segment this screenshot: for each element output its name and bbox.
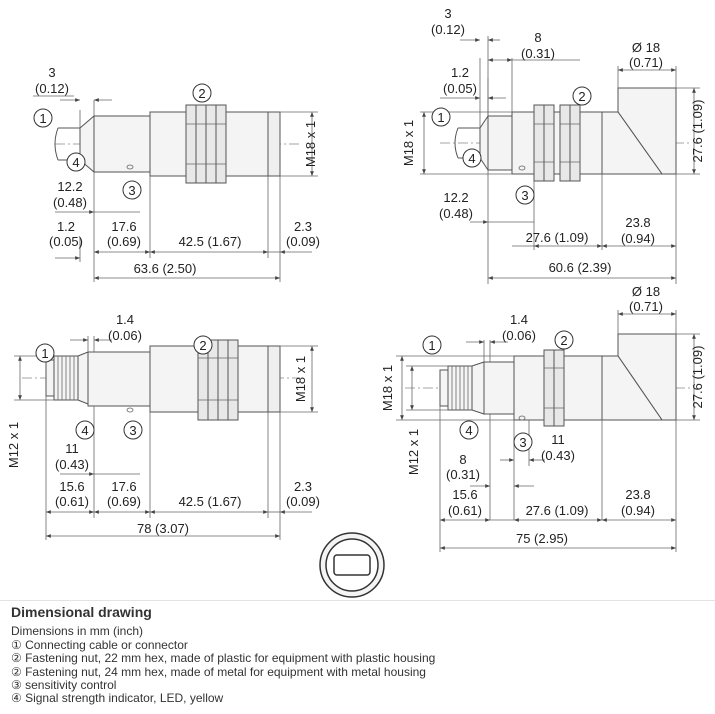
marker-2: 2: [560, 333, 568, 348]
view-cable-angled: [401, 6, 705, 284]
dim-label: (0.06): [502, 328, 536, 343]
caption-title: Dimensional drawing: [11, 604, 152, 620]
thread-label: M12 x 1: [6, 421, 21, 469]
dim-label: (0.43): [541, 448, 575, 463]
dim-label: 23.8: [625, 487, 651, 502]
marker-1: 1: [41, 346, 49, 361]
view-cable-straight: [33, 65, 320, 282]
dim-label: 27.6 (1.09): [690, 99, 705, 163]
marker-4: 4: [465, 423, 473, 438]
dim-label: (0.69): [107, 494, 141, 509]
dim-label: 3: [48, 65, 56, 80]
thread-label: M18 x 1: [401, 119, 416, 167]
dim-label: 27.6 (1.09): [525, 230, 589, 245]
dim-label: 1.2: [56, 219, 76, 234]
dim-label: (0.31): [446, 467, 480, 482]
dim-label: 27.6 (1.09): [525, 503, 589, 518]
dim-label: (0.71): [629, 55, 663, 70]
marker-4: 4: [468, 151, 476, 166]
dim-label: Ø 18: [631, 40, 661, 55]
dim-label: Ø 18: [631, 284, 661, 299]
dim-label: (0.09): [286, 494, 320, 509]
thread-label: M18 x 1: [303, 120, 318, 168]
dim-label: (0.09): [286, 234, 320, 249]
dim-label: (0.31): [521, 46, 555, 61]
dim-label: 12.2: [443, 190, 469, 205]
legend-item: ③ sensitivity control: [11, 678, 117, 693]
dim-label: (0.61): [448, 503, 482, 518]
marker-4: 4: [81, 423, 89, 438]
dim-label: (0.61): [55, 494, 89, 509]
thread-label: M18 x 1: [380, 364, 395, 412]
dim-label: (0.05): [443, 81, 477, 96]
marker-4: 4: [72, 155, 80, 170]
dim-label: 23.8: [625, 215, 651, 230]
dim-label: 8: [459, 452, 467, 467]
dim-label: (0.12): [35, 81, 69, 96]
dim-label: 1.2: [450, 65, 470, 80]
dim-label: 1.4: [115, 312, 135, 327]
dim-label: 12.2: [57, 179, 83, 194]
caption-subtitle: Dimensions in mm (inch): [11, 624, 144, 639]
dim-label: 3: [444, 6, 452, 21]
dim-label: 8: [534, 30, 542, 45]
dim-label: 2.3: [293, 479, 313, 494]
dim-label: (0.48): [53, 195, 87, 210]
marker-3: 3: [128, 183, 136, 198]
marker-2: 2: [198, 86, 206, 101]
marker-3: 3: [521, 188, 529, 203]
marker-2: 2: [199, 338, 207, 353]
dim-label: 78 (3.07): [136, 521, 190, 536]
dim-label: 1.4: [509, 312, 529, 327]
marker-3: 3: [129, 423, 137, 438]
dim-label: 27.6 (1.09): [690, 345, 705, 409]
marker-1: 1: [39, 111, 47, 126]
dim-label: (0.71): [629, 299, 663, 314]
dim-label: (0.06): [108, 328, 142, 343]
dim-label: 75 (2.95): [515, 531, 569, 546]
caption: [11, 606, 711, 706]
dim-label: (0.05): [49, 234, 83, 249]
dim-label: (0.94): [621, 503, 655, 518]
marker-1: 1: [437, 110, 445, 125]
dim-label: 42.5 (1.67): [178, 234, 242, 249]
dim-label: 15.6: [59, 479, 85, 494]
dim-label: 42.5 (1.67): [178, 494, 242, 509]
dim-label: 11: [65, 441, 79, 456]
marker-3: 3: [519, 435, 527, 450]
dim-label: 11: [551, 432, 565, 447]
dim-label: (0.69): [107, 234, 141, 249]
dim-label: 2.3: [293, 219, 313, 234]
dim-label: 15.6: [452, 487, 478, 502]
dim-label: (0.12): [431, 22, 465, 37]
legend-item: ② Fastening nut, 24 mm hex, made of metal for equipment with metal housing: [11, 664, 426, 679]
dim-label: 63.6 (2.50): [133, 261, 197, 276]
thread-label: M12 x 1: [406, 428, 421, 476]
marker-1: 1: [428, 338, 436, 353]
dim-label: (0.48): [439, 206, 473, 221]
view-connector-straight: [6, 312, 320, 540]
marker-2: 2: [578, 89, 586, 104]
dim-label: 17.6: [111, 479, 137, 494]
dim-label: 17.6: [111, 219, 137, 234]
divider: [0, 600, 715, 601]
dim-label: 60.6 (2.39): [548, 260, 612, 275]
thread-label: M18 x 1: [293, 355, 308, 403]
dim-label: (0.43): [55, 457, 89, 472]
legend-item: ② Fastening nut, 22 mm hex, made of plastic for equipment with plastic housing: [11, 651, 436, 666]
view-connector-angled: [380, 284, 705, 552]
dim-label: (0.94): [621, 231, 655, 246]
legend-item: ④ Signal strength indicator, LED, yellow: [11, 691, 224, 706]
legend-item: ① Connecting cable or connector: [11, 637, 188, 652]
end-view: [320, 533, 384, 597]
